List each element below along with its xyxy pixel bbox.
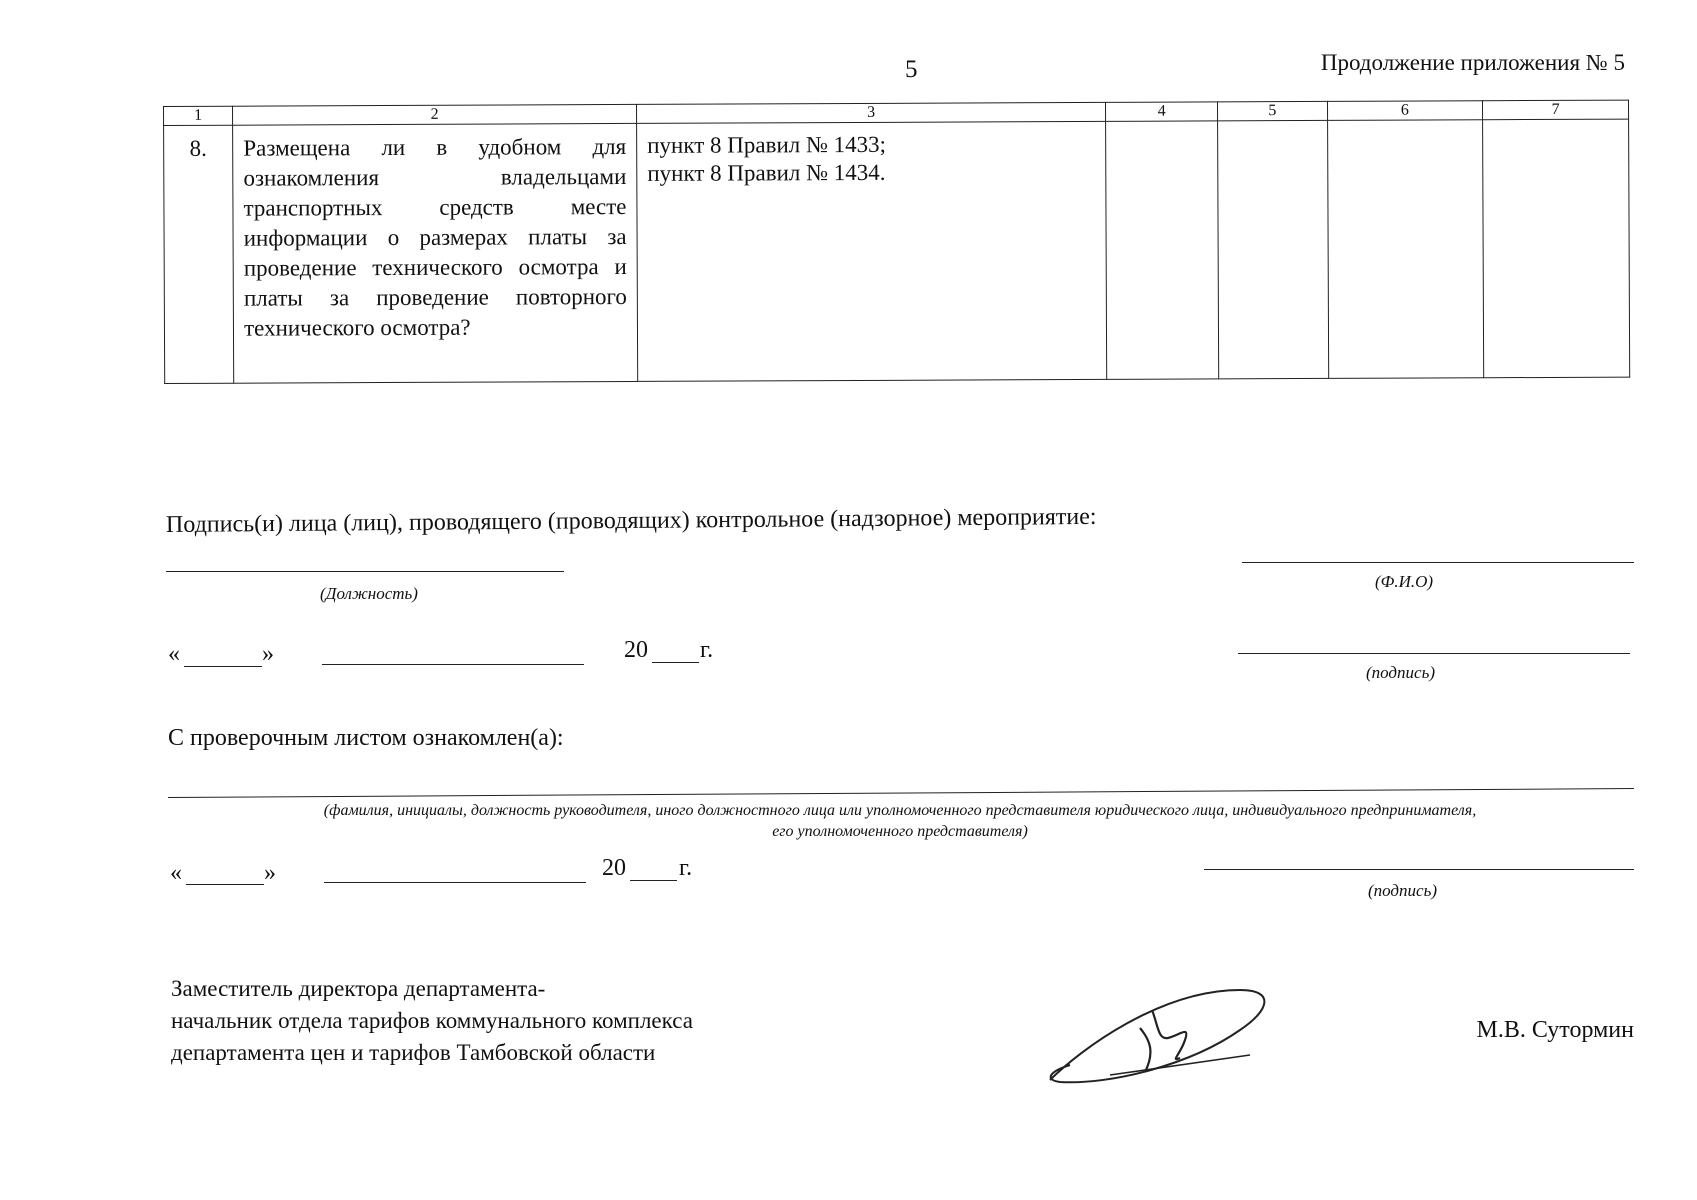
row-col6-cell — [1327, 120, 1484, 379]
inspector-signature-title: Подпись(и) лица (лиц), проводящего (проводящих) контрольное (надзорное) мероприятие: — [165, 503, 1097, 538]
row-col4-cell — [1106, 121, 1219, 379]
row-references — [637, 121, 1107, 381]
table-row — [164, 119, 1630, 383]
date-month-line — [322, 664, 584, 665]
official-name: М.В. Сутормин — [1476, 1017, 1634, 1043]
reference-item: пункт 8 Правил № 1433; — [647, 131, 887, 158]
ack-date-year-suffix: г. — [679, 855, 693, 881]
row-col5-cell — [1218, 120, 1328, 378]
date-close-quote: » — [262, 641, 274, 667]
position-line — [166, 571, 564, 572]
column-header: 4 — [1106, 102, 1218, 121]
position-caption: (Должность) — [320, 584, 418, 603]
date-year-suffix: г. — [700, 637, 714, 663]
appendix-continuation: Продолжение приложения № 5 — [1320, 50, 1625, 75]
date-open-quote: « — [168, 641, 180, 667]
ack-date-open-quote: « — [170, 860, 182, 886]
column-header: 6 — [1327, 101, 1483, 121]
fio-caption: (Ф.И.О) — [1375, 572, 1434, 591]
inspector-signature-line — [1238, 653, 1630, 654]
ack-date-year-line — [630, 880, 677, 881]
ack-date-year-prefix: 20 — [602, 855, 626, 881]
column-header: 1 — [164, 106, 233, 125]
fio-line — [1242, 562, 1634, 563]
acknowledgement-title: С проверочным листом ознакомлен(а): — [168, 725, 564, 751]
row-question: Размещена ли в удобном для ознакомления владельцами транспортных средств месте информации о размерах платы за проведение технического осмотра и платы за проведение повторного технического осмотра? — [233, 123, 638, 383]
row-number: 8. — [164, 125, 234, 383]
inspector-signature-caption: (подпись) — [1366, 663, 1435, 682]
ack-signature-line — [1204, 869, 1634, 870]
ack-signature-caption: (подпись) — [1368, 881, 1437, 900]
column-header: 5 — [1218, 101, 1327, 120]
ack-date-day-line — [186, 884, 264, 885]
acknowledgement-caption-line: его уполномоченного представителя) — [772, 823, 1028, 840]
date-year-prefix: 20 — [624, 637, 648, 663]
acknowledgement-line — [168, 788, 1634, 798]
column-header: 2 — [233, 104, 637, 125]
date-year-line — [652, 662, 699, 663]
ack-date-month-line — [324, 882, 586, 883]
official-position-line: начальник отдела тарифов коммунального комплекса — [171, 1008, 693, 1033]
page-number: 5 — [905, 56, 918, 83]
row-col7-cell — [1483, 119, 1630, 378]
official-position-line: Заместитель директора департамента- — [171, 976, 546, 1001]
handwritten-signature — [1040, 980, 1280, 1090]
acknowledgement-caption-line: (фамилия, инициалы, должность руководителя, иного должностного лица или уполномоченного представителя юридического лица, индивидуального предпринимателя, — [323, 802, 1477, 819]
date-day-line — [184, 666, 262, 667]
column-header: 7 — [1483, 100, 1629, 120]
ack-date-close-quote: » — [264, 860, 276, 886]
checklist-table — [163, 100, 1630, 384]
official-position-line: департамента цен и тарифов Тамбовской области — [171, 1040, 656, 1065]
reference-item: пункт 8 Правил № 1434. — [647, 159, 886, 186]
column-header: 3 — [637, 102, 1106, 123]
acknowledgement-caption — [180, 800, 1620, 842]
official-position — [171, 973, 693, 1069]
